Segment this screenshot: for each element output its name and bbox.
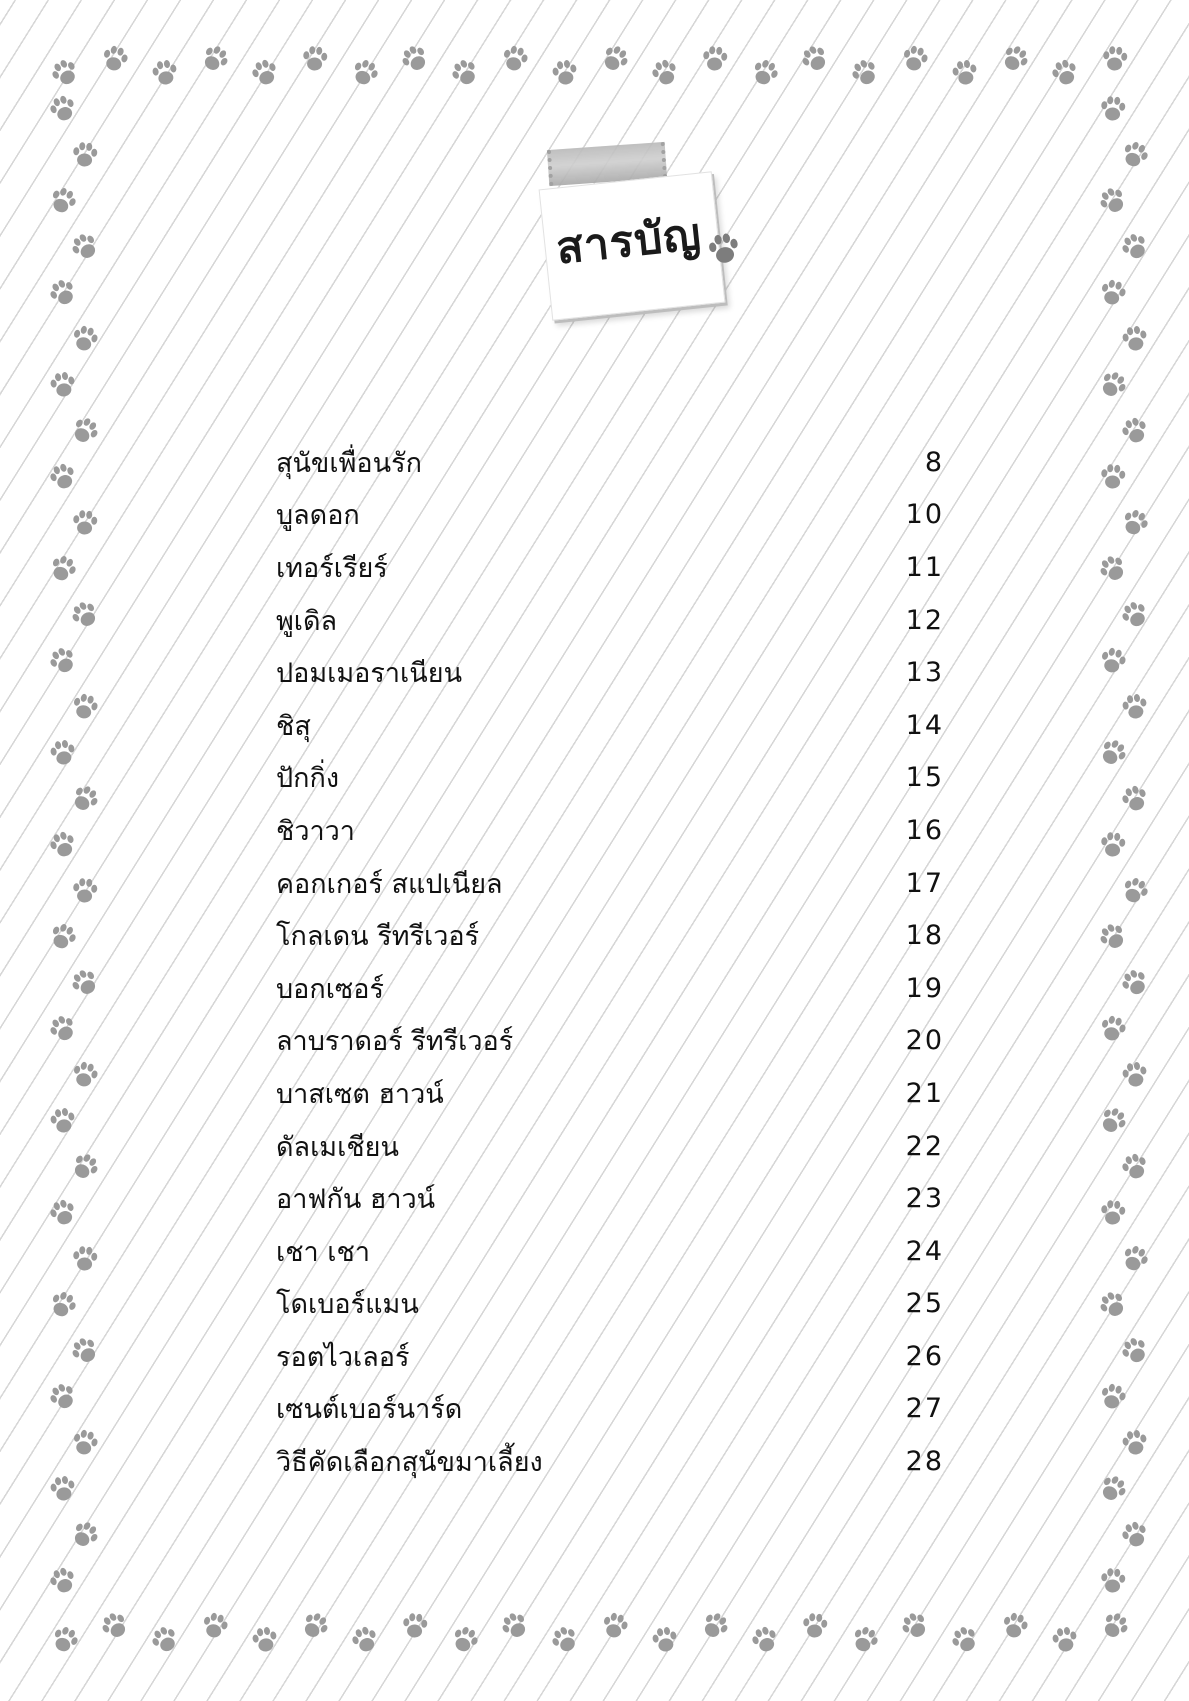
paw-print-icon: [445, 1621, 484, 1659]
paw-print-icon: [945, 1620, 985, 1659]
toc-entry-page-number: 24: [905, 1235, 944, 1267]
toc-entry-label: อาฟกัน ฮาวน์: [276, 1184, 436, 1216]
toc-entry-page-number: 25: [905, 1288, 944, 1320]
paw-print-icon: [799, 1611, 831, 1642]
paw-print-icon: [1115, 504, 1154, 542]
paw-print-icon: [46, 369, 80, 402]
paw-print-icon: [69, 508, 101, 539]
paw-print-icon: [43, 1009, 83, 1048]
toc-entry[interactable]: [276, 804, 944, 857]
toc-entry-label: ดัลเมเชียน: [276, 1131, 399, 1163]
toc-entry[interactable]: [276, 1435, 944, 1488]
toc-entry[interactable]: [276, 646, 944, 699]
paw-print-icon: [65, 1331, 106, 1371]
toc-list: [276, 436, 944, 1488]
paw-print-icon: [67, 1426, 103, 1461]
paw-print-icon: [897, 42, 933, 77]
paw-print-icon: [67, 1058, 103, 1093]
paw-print-icon: [65, 1515, 106, 1555]
toc-entry-page-number: 13: [905, 657, 944, 689]
paw-print-icon: [1118, 1059, 1152, 1092]
paw-print-icon: [399, 1611, 431, 1642]
toc-entry-label: ลาบราดอร์ รีทรีเวอร์: [276, 1026, 514, 1058]
toc-entry-page-number: 26: [905, 1340, 944, 1372]
paw-print-icon: [1093, 1285, 1134, 1325]
toc-entry[interactable]: [276, 1383, 944, 1436]
paw-print-icon: [1097, 94, 1129, 125]
paw-print-icon: [1115, 963, 1155, 1002]
paw-print-icon: [1095, 1380, 1131, 1415]
paw-print-icon: [1099, 44, 1131, 75]
paw-print-icon: [46, 1473, 80, 1506]
paw-print-icon: [1115, 872, 1154, 910]
paw-print-icon: [545, 1620, 585, 1659]
toc-entry-page-number: 21: [905, 1077, 944, 1109]
paw-print-icon: [1118, 323, 1152, 356]
toc-entry[interactable]: [276, 594, 944, 647]
paw-print-icon: [65, 1147, 106, 1187]
paw-print-icon: [845, 1621, 884, 1659]
paw-print-icon: [1093, 1469, 1134, 1509]
paw-print-icon: [1097, 830, 1129, 861]
toc-entry[interactable]: [276, 1278, 944, 1331]
paw-print-icon: [44, 827, 82, 864]
toc-entry-label: โดเบอร์แมน: [276, 1289, 419, 1321]
paw-print-icon: [44, 459, 82, 496]
toc-entry[interactable]: [276, 752, 944, 805]
paw-print-icon: [43, 1377, 83, 1416]
paw-print-icon: [195, 39, 236, 79]
paw-print-icon: [345, 54, 384, 92]
paw-print-icon: [43, 1286, 82, 1324]
toc-entry[interactable]: [276, 909, 944, 962]
paw-print-icon: [395, 39, 436, 79]
paw-print-icon: [1097, 462, 1129, 493]
paw-print-icon: [43, 641, 83, 680]
toc-entry[interactable]: [276, 699, 944, 752]
toc-entry[interactable]: [276, 1067, 944, 1120]
paw-print-icon: [1115, 1331, 1155, 1370]
toc-entry[interactable]: [276, 1015, 944, 1068]
toc-entry-page-number: 22: [905, 1130, 944, 1162]
toc-entry-label: เซนต์เบอร์นาร์ด: [276, 1394, 463, 1426]
toc-entry[interactable]: [276, 489, 944, 542]
paw-print-icon: [197, 1609, 233, 1644]
toc-entry-label: สุนัขเพื่อนรัก: [276, 447, 422, 479]
toc-entry-page-number: 20: [905, 1025, 944, 1057]
paw-print-icon: [948, 57, 982, 90]
paw-print-icon: [997, 1609, 1033, 1644]
paw-print-icon: [346, 1622, 384, 1659]
paw-print-icon: [1115, 136, 1154, 174]
paw-print-icon: [1116, 1517, 1154, 1554]
toc-entry[interactable]: [276, 1225, 944, 1278]
paw-print-icon: [1095, 1012, 1131, 1047]
paw-print-icon: [69, 1244, 101, 1275]
toc-entry[interactable]: [276, 1120, 944, 1173]
toc-entry[interactable]: [276, 436, 944, 489]
paw-print-icon: [1095, 1606, 1136, 1646]
toc-entry[interactable]: [276, 1172, 944, 1225]
toc-entry-page-number: 14: [905, 709, 944, 741]
toc-entry-label: บาสเซต ฮาวน์: [276, 1078, 444, 1110]
toc-entry-label: บูลดอก: [276, 500, 360, 532]
paw-print-icon: [43, 182, 82, 220]
toc-entry-label: ปักกิ่ง: [276, 763, 340, 795]
paw-print-icon: [248, 1624, 282, 1657]
toc-entry-label: ปอมเมอราเนียน: [276, 658, 463, 690]
paw-print-icon: [845, 53, 885, 92]
paw-print-icon: [1097, 1198, 1129, 1229]
paw-print-icon: [295, 1606, 336, 1646]
toc-entry-page-number: 16: [905, 814, 944, 846]
paw-print-icon: [65, 227, 106, 267]
toc-entry-page-number: 15: [905, 762, 944, 794]
paw-print-icon: [1093, 917, 1134, 957]
paw-print-icon: [597, 1609, 633, 1644]
paw-print-icon: [445, 53, 485, 92]
toc-entry-label: คอกเกอร์ สแปเนียล: [276, 868, 503, 900]
paw-print-icon: [246, 55, 284, 92]
toc-entry-label: รอตไวเลอร์: [276, 1341, 410, 1373]
paw-print-icon: [1095, 276, 1131, 311]
paw-print-icon: [1048, 1624, 1082, 1657]
paw-print-icon: [795, 39, 836, 79]
toc-entry-label: เชา เชา: [276, 1236, 371, 1268]
paw-print-icon: [43, 273, 83, 312]
toc-entry[interactable]: [276, 962, 944, 1015]
toc-entry-page-number: 8: [924, 446, 944, 478]
toc-entry[interactable]: [276, 541, 944, 594]
paw-print-icon: [1093, 365, 1134, 405]
paw-print-icon: [69, 876, 101, 907]
paw-print-icon: [995, 39, 1036, 79]
toc-entry-page-number: 28: [905, 1446, 944, 1478]
paw-print-icon: [495, 1606, 536, 1646]
paw-print-icon: [67, 322, 103, 357]
paw-print-icon: [44, 1563, 82, 1600]
paw-print-icon: [1093, 1101, 1134, 1141]
paw-print-icon: [44, 1195, 82, 1232]
toc-entry-label: เทอร์เรียร์: [276, 552, 388, 584]
toc-entry-page-number: 23: [905, 1183, 944, 1215]
paw-print-icon: [1093, 549, 1134, 589]
paw-print-icon: [97, 42, 133, 77]
toc-entry-page-number: 11: [905, 551, 944, 583]
paw-print-icon: [1115, 227, 1155, 266]
paw-print-icon: [43, 550, 82, 588]
toc-entry-label: พูเดิล: [276, 605, 338, 637]
paw-print-icon: [1093, 733, 1134, 773]
toc-entry-page-number: 17: [905, 867, 944, 899]
paw-print-icon: [299, 44, 331, 75]
paw-print-icon: [703, 229, 744, 269]
paw-print-icon: [1046, 55, 1084, 92]
paw-print-icon: [1093, 181, 1134, 221]
paw-print-icon: [46, 737, 80, 770]
toc-entry-label: ชิวาวา: [276, 815, 355, 847]
toc-entry-page-number: 27: [905, 1393, 944, 1425]
toc-entry-page-number: 12: [905, 604, 944, 636]
toc-entry-page-number: 19: [905, 972, 944, 1004]
paw-print-icon: [65, 963, 106, 1003]
toc-entry[interactable]: [276, 1330, 944, 1383]
paw-print-icon: [148, 57, 182, 90]
paw-print-icon: [1097, 1566, 1129, 1597]
paw-print-icon: [648, 1624, 682, 1657]
paw-print-icon: [45, 53, 85, 92]
toc-entry-label: บอกเซอร์: [276, 973, 384, 1005]
toc-entry[interactable]: [276, 857, 944, 910]
toc-entry-label: ชิสุ: [276, 710, 311, 742]
paw-print-icon: [699, 44, 731, 75]
paw-print-icon: [1116, 413, 1154, 450]
paw-print-icon: [646, 55, 684, 92]
paw-print-icon: [746, 1622, 784, 1659]
toc-entry-label: วิธีคัดเลือกสุนัขมาเลี้ยง: [276, 1447, 543, 1479]
toc-entry-page-number: 18: [905, 920, 944, 952]
paw-print-icon: [69, 140, 101, 171]
paw-print-icon: [1118, 691, 1152, 724]
paw-print-icon: [65, 411, 106, 451]
paw-print-icon: [497, 42, 533, 77]
toc-entry-page-number: 10: [905, 499, 944, 531]
paw-print-icon: [1116, 1149, 1154, 1186]
paw-print-icon: [895, 1606, 936, 1646]
paw-print-icon: [46, 1105, 80, 1138]
paw-print-icon: [1116, 781, 1154, 818]
paw-print-icon: [67, 690, 103, 725]
paw-print-icon: [548, 57, 582, 90]
paw-print-icon: [44, 91, 82, 128]
paw-print-icon: [45, 1621, 84, 1659]
paw-print-icon: [43, 918, 82, 956]
paw-print-icon: [65, 779, 106, 819]
paw-print-icon: [745, 54, 784, 92]
paw-print-icon: [1115, 595, 1155, 634]
page-title: สารบัญ: [553, 208, 704, 275]
paw-print-icon: [1095, 644, 1131, 679]
toc-entry-label: โกลเดน รีทรีเวอร์: [276, 921, 480, 953]
paw-print-icon: [1115, 1240, 1154, 1278]
paw-print-icon: [65, 595, 106, 635]
paw-print-icon: [695, 1606, 736, 1646]
paw-print-icon: [145, 1620, 185, 1659]
paw-print-icon: [1118, 1427, 1152, 1460]
paw-print-icon: [95, 1606, 136, 1646]
paw-print-icon: [595, 39, 636, 79]
